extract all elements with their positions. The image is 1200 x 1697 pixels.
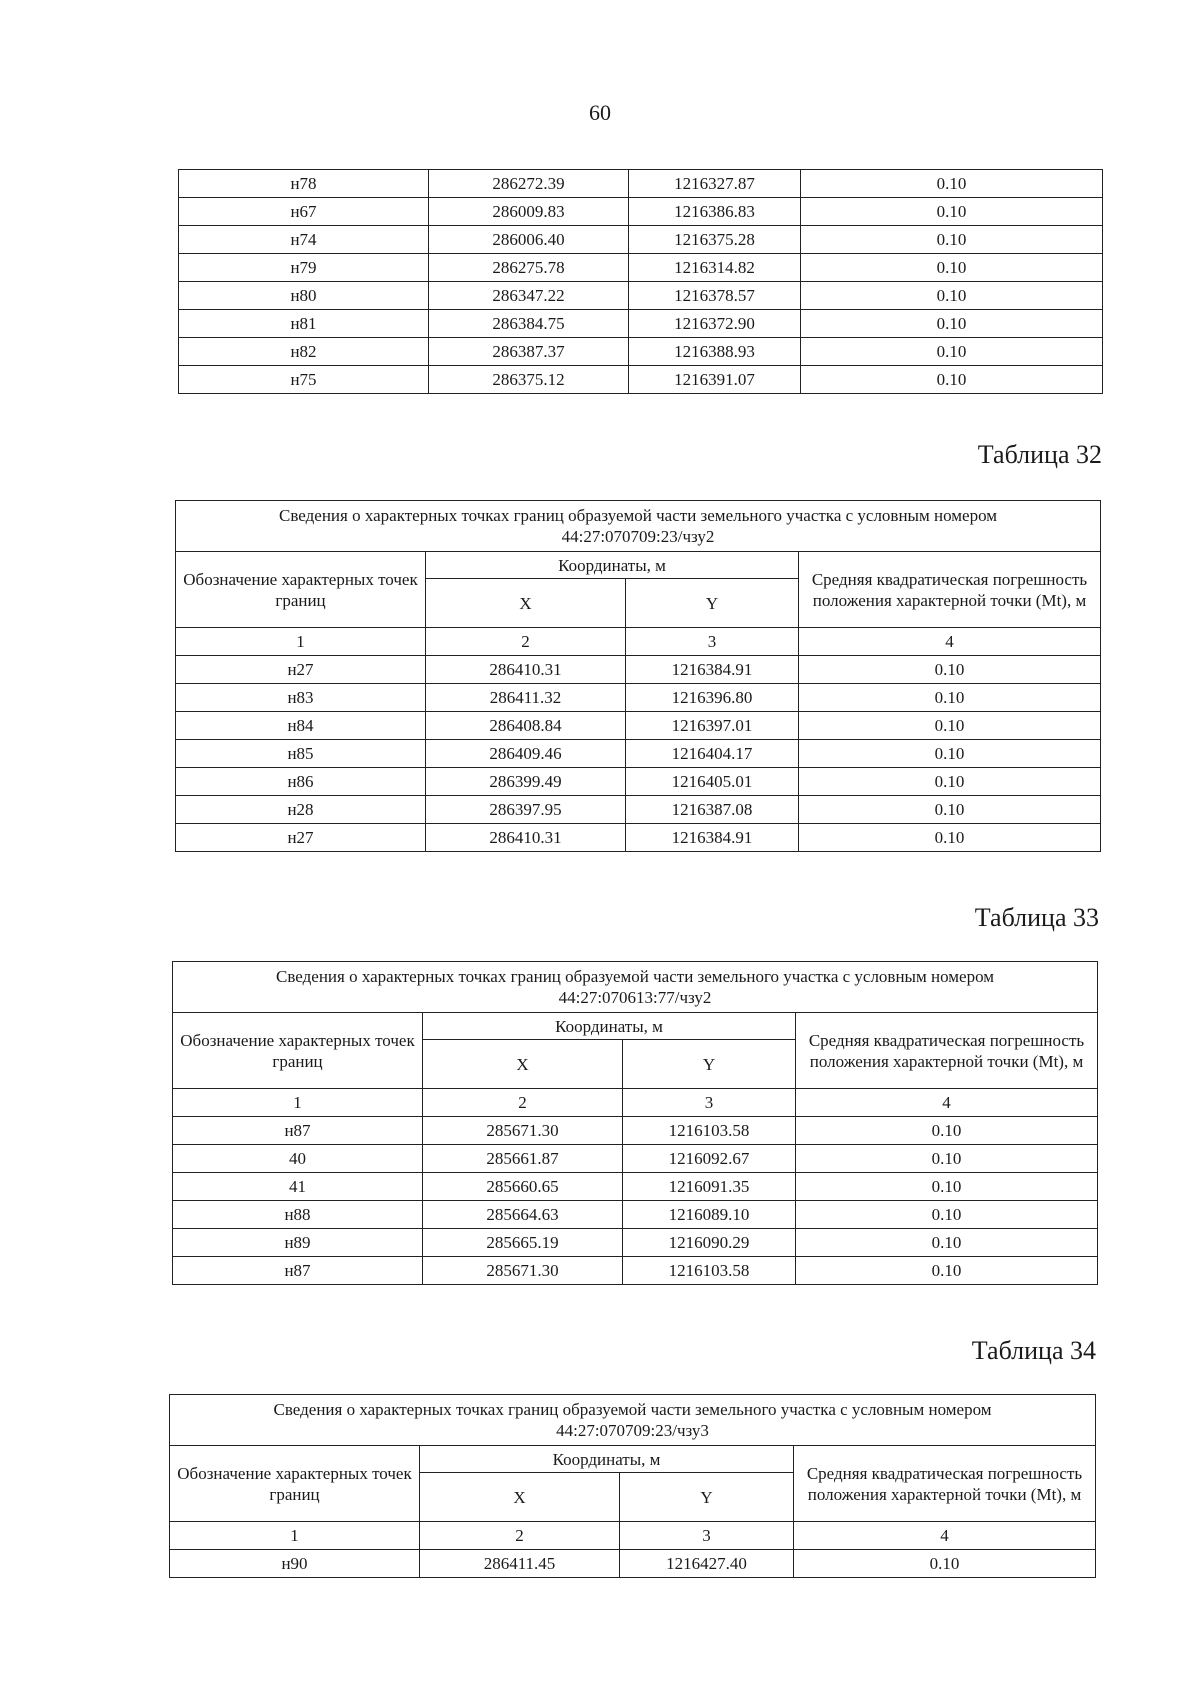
error-cell: 0.10: [799, 684, 1101, 712]
error-cell: 0.10: [801, 254, 1103, 282]
y-header: Y: [626, 579, 799, 628]
col-number: 3: [626, 628, 799, 656]
error-cell: 0.10: [799, 740, 1101, 768]
table-title: Сведения о характерных точках границ образуемой части земельного участка с условным номером 44:27:070709:23/чзу2: [176, 501, 1101, 552]
col-number: 3: [620, 1522, 794, 1550]
error-cell: 0.10: [801, 366, 1103, 394]
point-id-cell: н87: [173, 1257, 423, 1285]
x-coordinate-cell: 286347.22: [429, 282, 629, 310]
table-row: [173, 1201, 1098, 1229]
x-coordinate-cell: 286411.45: [420, 1550, 620, 1578]
table-row: [173, 1145, 1098, 1173]
y-coordinate-cell: 1216103.58: [623, 1117, 796, 1145]
y-coordinate-cell: 1216092.67: [623, 1145, 796, 1173]
x-coordinate-cell: 286410.31: [426, 656, 626, 684]
x-coordinate-cell: 286409.46: [426, 740, 626, 768]
point-id-cell: н80: [179, 282, 429, 310]
x-header: X: [426, 579, 626, 628]
col-number: 1: [173, 1089, 423, 1117]
y-coordinate-cell: 1216372.90: [629, 310, 801, 338]
point-id-cell: н27: [176, 656, 426, 684]
point-id-cell: н27: [176, 824, 426, 852]
y-coordinate-cell: 1216405.01: [626, 768, 799, 796]
table-row: [179, 338, 1103, 366]
x-coordinate-cell: 286272.39: [429, 170, 629, 198]
table-row: [179, 226, 1103, 254]
points-header: Обозначение характерных точек границ: [173, 1013, 423, 1089]
y-coordinate-cell: 1216391.07: [629, 366, 801, 394]
y-coordinate-cell: 1216384.91: [626, 656, 799, 684]
table-row: [176, 712, 1101, 740]
error-header: Средняя квадратическая погрешность положения характерной точки (Mt), м: [794, 1446, 1096, 1522]
error-cell: 0.10: [796, 1117, 1098, 1145]
point-id-cell: н85: [176, 740, 426, 768]
y-coordinate-cell: 1216327.87: [629, 170, 801, 198]
error-cell: 0.10: [799, 796, 1101, 824]
table-title: Сведения о характерных точках границ образуемой части земельного участка с условным номером 44:27:070613:77/чзу2: [173, 962, 1098, 1013]
points-header: Обозначение характерных точек границ: [176, 552, 426, 628]
table-row: [176, 740, 1101, 768]
col-number: 1: [170, 1522, 420, 1550]
table-row: [179, 282, 1103, 310]
y-coordinate-cell: 1216427.40: [620, 1550, 794, 1578]
point-id-cell: н67: [179, 198, 429, 226]
error-cell: 0.10: [799, 712, 1101, 740]
x-coordinate-cell: 286384.75: [429, 310, 629, 338]
table-row: [176, 824, 1101, 852]
error-cell: 0.10: [799, 824, 1101, 852]
y-coordinate-cell: 1216089.10: [623, 1201, 796, 1229]
point-id-cell: н89: [173, 1229, 423, 1257]
x-coordinate-cell: 286009.83: [429, 198, 629, 226]
error-cell: 0.10: [796, 1257, 1098, 1285]
y-coordinate-cell: 1216103.58: [623, 1257, 796, 1285]
x-coordinate-cell: 286006.40: [429, 226, 629, 254]
point-id-cell: н83: [176, 684, 426, 712]
point-id-cell: н81: [179, 310, 429, 338]
table-row: [173, 1117, 1098, 1145]
error-cell: 0.10: [796, 1201, 1098, 1229]
error-cell: 0.10: [801, 198, 1103, 226]
y-coordinate-cell: 1216387.08: [626, 796, 799, 824]
page-number: 60: [589, 100, 611, 125]
x-coordinate-cell: 286411.32: [426, 684, 626, 712]
table-title: Сведения о характерных точках границ образуемой части земельного участка с условным номером 44:27:070709:23/чзу3: [170, 1395, 1096, 1446]
table-34: [169, 1394, 1096, 1578]
x-coordinate-cell: 286387.37: [429, 338, 629, 366]
x-coordinate-cell: 286375.12: [429, 366, 629, 394]
y-coordinate-cell: 1216404.17: [626, 740, 799, 768]
x-coordinate-cell: 285671.30: [423, 1257, 623, 1285]
points-header: Обозначение характерных точек границ: [170, 1446, 420, 1522]
coords-header: Координаты, м: [426, 552, 799, 579]
error-cell: 0.10: [799, 656, 1101, 684]
point-id-cell: 41: [173, 1173, 423, 1201]
table-row: [179, 254, 1103, 282]
y-coordinate-cell: 1216375.28: [629, 226, 801, 254]
y-coordinate-cell: 1216397.01: [626, 712, 799, 740]
coords-header: Координаты, м: [420, 1446, 794, 1473]
y-coordinate-cell: 1216314.82: [629, 254, 801, 282]
error-cell: 0.10: [801, 226, 1103, 254]
table-row: [176, 768, 1101, 796]
col-number: 1: [176, 628, 426, 656]
error-header: Средняя квадратическая погрешность положения характерной точки (Mt), м: [796, 1013, 1098, 1089]
error-cell: 0.10: [796, 1229, 1098, 1257]
error-cell: 0.10: [796, 1173, 1098, 1201]
y-coordinate-cell: 1216378.57: [629, 282, 801, 310]
point-id-cell: н84: [176, 712, 426, 740]
error-header: Средняя квадратическая погрешность положения характерной точки (Mt), м: [799, 552, 1101, 628]
x-header: X: [420, 1473, 620, 1522]
x-coordinate-cell: 286408.84: [426, 712, 626, 740]
table-34-caption: Таблица 34: [971, 1336, 1096, 1365]
x-coordinate-cell: 285660.65: [423, 1173, 623, 1201]
x-coordinate-cell: 285661.87: [423, 1145, 623, 1173]
table-row: [176, 684, 1101, 712]
table-row: [179, 170, 1103, 198]
table-row: [173, 1257, 1098, 1285]
y-header: Y: [620, 1473, 794, 1522]
coords-header: Координаты, м: [423, 1013, 796, 1040]
point-id-cell: н75: [179, 366, 429, 394]
table-row: [173, 1229, 1098, 1257]
y-coordinate-cell: 1216090.29: [623, 1229, 796, 1257]
point-id-cell: н86: [176, 768, 426, 796]
point-id-cell: н82: [179, 338, 429, 366]
col-number: 2: [420, 1522, 620, 1550]
table-row: [170, 1550, 1096, 1578]
point-id-cell: н90: [170, 1550, 420, 1578]
point-id-cell: н78: [179, 170, 429, 198]
x-coordinate-cell: 286275.78: [429, 254, 629, 282]
error-cell: 0.10: [801, 310, 1103, 338]
table-row: [179, 366, 1103, 394]
x-coordinate-cell: 286399.49: [426, 768, 626, 796]
point-id-cell: н79: [179, 254, 429, 282]
y-coordinate-cell: 1216384.91: [626, 824, 799, 852]
col-number: 3: [623, 1089, 796, 1117]
point-id-cell: н88: [173, 1201, 423, 1229]
table-32-caption: Таблица 32: [977, 440, 1102, 469]
error-cell: 0.10: [799, 768, 1101, 796]
error-cell: 0.10: [801, 282, 1103, 310]
table-33: [172, 961, 1098, 1285]
col-number: 4: [794, 1522, 1096, 1550]
table-row: [173, 1173, 1098, 1201]
y-coordinate-cell: 1216091.35: [623, 1173, 796, 1201]
y-header: Y: [623, 1040, 796, 1089]
continuation-table: [178, 169, 1103, 394]
x-coordinate-cell: 285671.30: [423, 1117, 623, 1145]
table-32: [175, 500, 1101, 852]
x-coordinate-cell: 285664.63: [423, 1201, 623, 1229]
x-header: X: [423, 1040, 623, 1089]
y-coordinate-cell: 1216388.93: [629, 338, 801, 366]
error-cell: 0.10: [801, 338, 1103, 366]
table-row: [179, 310, 1103, 338]
col-number: 4: [796, 1089, 1098, 1117]
table-row: [176, 796, 1101, 824]
error-cell: 0.10: [801, 170, 1103, 198]
y-coordinate-cell: 1216396.80: [626, 684, 799, 712]
point-id-cell: 40: [173, 1145, 423, 1173]
error-cell: 0.10: [796, 1145, 1098, 1173]
x-coordinate-cell: 285665.19: [423, 1229, 623, 1257]
table-row: [176, 656, 1101, 684]
y-coordinate-cell: 1216386.83: [629, 198, 801, 226]
point-id-cell: н74: [179, 226, 429, 254]
col-number: 4: [799, 628, 1101, 656]
error-cell: 0.10: [794, 1550, 1096, 1578]
table-row: [179, 198, 1103, 226]
table-33-caption: Таблица 33: [974, 903, 1099, 932]
col-number: 2: [423, 1089, 623, 1117]
col-number: 2: [426, 628, 626, 656]
point-id-cell: н87: [173, 1117, 423, 1145]
x-coordinate-cell: 286410.31: [426, 824, 626, 852]
x-coordinate-cell: 286397.95: [426, 796, 626, 824]
point-id-cell: н28: [176, 796, 426, 824]
